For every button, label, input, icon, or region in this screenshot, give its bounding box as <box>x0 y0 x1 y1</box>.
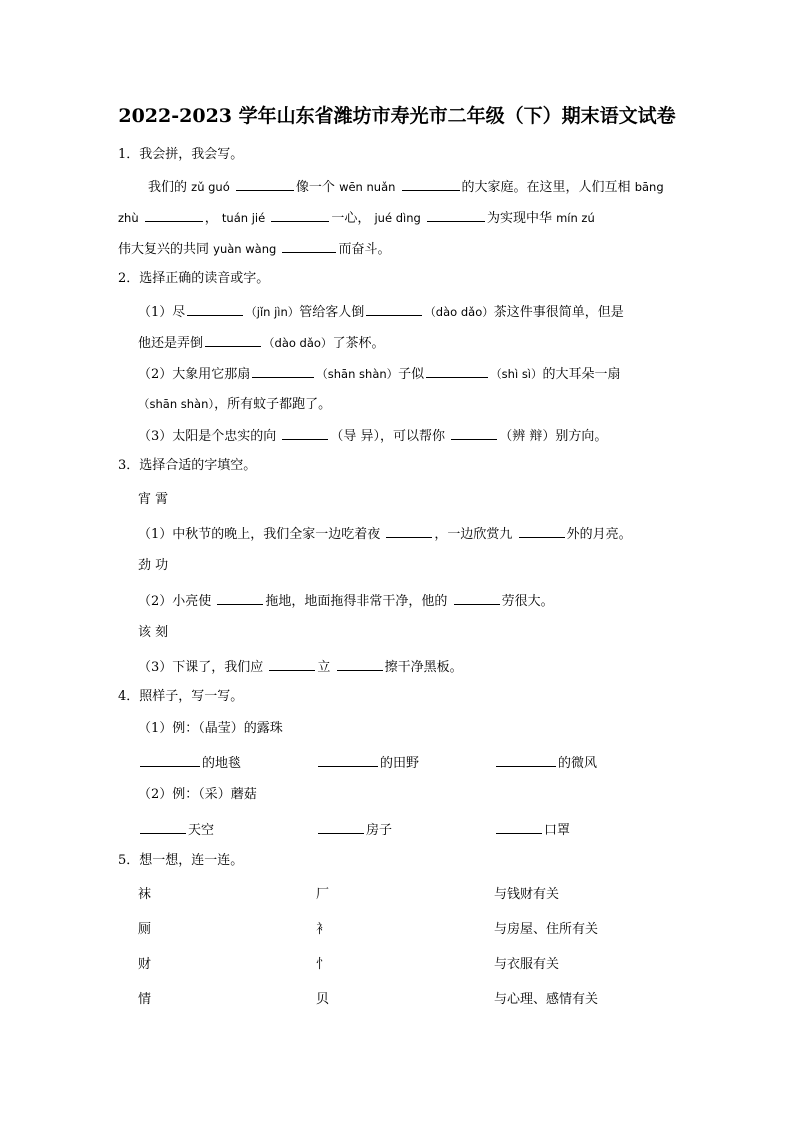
q4-row-1-item: 的微风 <box>494 753 597 773</box>
answer-blank[interactable] <box>426 364 488 378</box>
text: 劳很大。 <box>501 594 554 609</box>
answer-blank[interactable] <box>386 524 432 538</box>
q4-example-1: （1）例：（晶莹）的露珠 <box>138 721 283 736</box>
text: 了茶杯。 <box>332 336 385 351</box>
q4-row-1-item: 的田野 <box>316 753 419 773</box>
match-mid-item[interactable]: 厂 <box>316 887 330 902</box>
text: ，所有蚊子都跑了。 <box>214 397 332 412</box>
text: 的大耳朵一扇 <box>542 367 621 382</box>
q2-line-3 <box>138 364 621 384</box>
answer-blank[interactable] <box>318 820 364 834</box>
q1-line-1 <box>148 177 664 197</box>
match-right-item[interactable]: 与钱财有关 <box>494 887 560 902</box>
answer-blank[interactable] <box>187 302 243 316</box>
question-3-heading: 3．选择合适的字填空。 <box>118 458 257 473</box>
q2-line-4 <box>138 395 331 414</box>
match-left-item[interactable]: 袜 <box>138 887 152 902</box>
match-mid-item[interactable]: 衤 <box>316 922 330 937</box>
pinyin: mín zú <box>556 211 595 225</box>
text: （2）小亮使 <box>138 594 212 609</box>
q2-line-1 <box>138 302 624 322</box>
answer-blank[interactable] <box>337 657 383 671</box>
q4-row-2-item: 天空 <box>138 820 214 840</box>
q4-row-1-item: 的地毯 <box>138 753 241 773</box>
text: 擦干净黑板。 <box>384 660 463 675</box>
match-left-item[interactable]: 财 <box>138 957 152 972</box>
answer-blank[interactable] <box>236 177 294 191</box>
text: 管给客人倒 <box>299 305 365 320</box>
pinyin: tuán jié <box>221 211 266 225</box>
pinyin-options: （shì sì） <box>490 367 543 381</box>
char-group-3: 该 刻 <box>138 625 169 640</box>
q2-line-2 <box>138 333 384 353</box>
text: （导 异），可以帮你 <box>330 429 446 444</box>
answer-blank[interactable] <box>366 302 422 316</box>
q4-example-2: （2）例：（采）蘑菇 <box>138 787 257 802</box>
answer-blank[interactable] <box>282 426 328 440</box>
answer-blank[interactable] <box>496 753 556 767</box>
pinyin-options: （shān shàn） <box>138 397 215 411</box>
char-group-1: 宵 霄 <box>138 492 169 507</box>
answer-blank[interactable] <box>451 426 497 440</box>
question-2-heading: 2．选择正确的读音或字。 <box>118 271 270 286</box>
match-mid-item[interactable]: 忄 <box>316 957 330 972</box>
question-1-heading: 1．我会拼，我会写。 <box>118 147 244 162</box>
question-5-heading: 5．想一想，连一连。 <box>118 853 244 868</box>
text: ， <box>204 211 218 226</box>
text: 茶这件事很简单，但是 <box>493 305 624 320</box>
answer-blank[interactable] <box>454 591 500 605</box>
answer-blank[interactable] <box>205 333 261 347</box>
pinyin: jué dìng <box>374 211 421 225</box>
answer-blank[interactable] <box>402 177 460 191</box>
pinyin: bāng <box>634 180 664 194</box>
text: 的大家庭。在这里，人们互相 <box>461 180 631 195</box>
answer-blank[interactable] <box>217 591 263 605</box>
text: （3）太阳是个忠实的向 <box>138 429 277 444</box>
text: 立 <box>317 660 331 675</box>
question-4-heading: 4．照样子，写一写。 <box>118 689 244 704</box>
match-left-item[interactable]: 情 <box>138 992 152 1007</box>
answer-blank[interactable] <box>282 239 336 253</box>
text: 伟大复兴的共同 <box>118 242 210 257</box>
text: 外的月亮。 <box>566 527 632 542</box>
match-right-item[interactable]: 与心理、感情有关 <box>494 992 599 1007</box>
pinyin: yuàn wàng <box>213 242 277 256</box>
answer-blank[interactable] <box>496 820 542 834</box>
answer-blank[interactable] <box>269 657 315 671</box>
text: 他还是弄倒 <box>138 336 204 351</box>
text: （2）大象用它那扇 <box>138 367 251 382</box>
pinyin-options: （dào dǎo） <box>424 305 494 319</box>
pinyin: zǔ guó <box>191 180 230 194</box>
q4-row-2-item: 房子 <box>316 820 392 840</box>
q1-line-2 <box>118 208 595 228</box>
q3-sentence-1 <box>138 524 632 544</box>
q3-sentence-2 <box>138 591 554 611</box>
text: 一心， <box>331 211 371 226</box>
text: 拖地，地面拖得非常干净，他的 <box>265 594 448 609</box>
answer-blank[interactable] <box>145 208 203 222</box>
pinyin: zhù <box>118 211 139 225</box>
answer-blank[interactable] <box>140 753 200 767</box>
q3-sentence-3 <box>138 657 463 677</box>
answer-blank[interactable] <box>271 208 329 222</box>
text: ，一边欣赏九 <box>434 527 513 542</box>
answer-blank[interactable] <box>252 364 314 378</box>
text: （1）中秋节的晚上，我们全家一边吃着夜 <box>138 527 381 542</box>
text: 像一个 <box>295 180 335 195</box>
answer-blank[interactable] <box>519 524 565 538</box>
match-left-item[interactable]: 厕 <box>138 922 152 937</box>
text: 我们的 <box>148 180 188 195</box>
pinyin-options: （jǐn jìn） <box>245 305 300 319</box>
pinyin-options: （shān shàn） <box>316 367 399 381</box>
q1-line-3 <box>118 239 390 259</box>
text: （1）尽 <box>138 305 186 320</box>
match-right-item[interactable]: 与房屋、住所有关 <box>494 922 599 937</box>
match-mid-item[interactable]: 贝 <box>316 992 330 1007</box>
text: 而奋斗。 <box>338 242 391 257</box>
answer-blank[interactable] <box>318 753 378 767</box>
match-right-item[interactable]: 与衣服有关 <box>494 957 560 972</box>
text: （辨 辩）别方向。 <box>499 429 608 444</box>
answer-blank[interactable] <box>140 820 186 834</box>
pinyin: wēn nuǎn <box>339 180 396 194</box>
q4-row-2-item: 口罩 <box>494 820 570 840</box>
char-group-2: 劲 功 <box>138 558 169 573</box>
text: （3）下课了，我们应 <box>138 660 264 675</box>
pinyin-options: （dào dǎo） <box>263 336 333 350</box>
text: 子似 <box>398 367 425 382</box>
page-title: 2022-2023 学年山东省潍坊市寿光市二年级（下）期末语文试卷 <box>118 105 676 127</box>
answer-blank[interactable] <box>427 208 485 222</box>
text: 为实现中华 <box>486 211 552 226</box>
q2-line-5 <box>138 426 607 446</box>
